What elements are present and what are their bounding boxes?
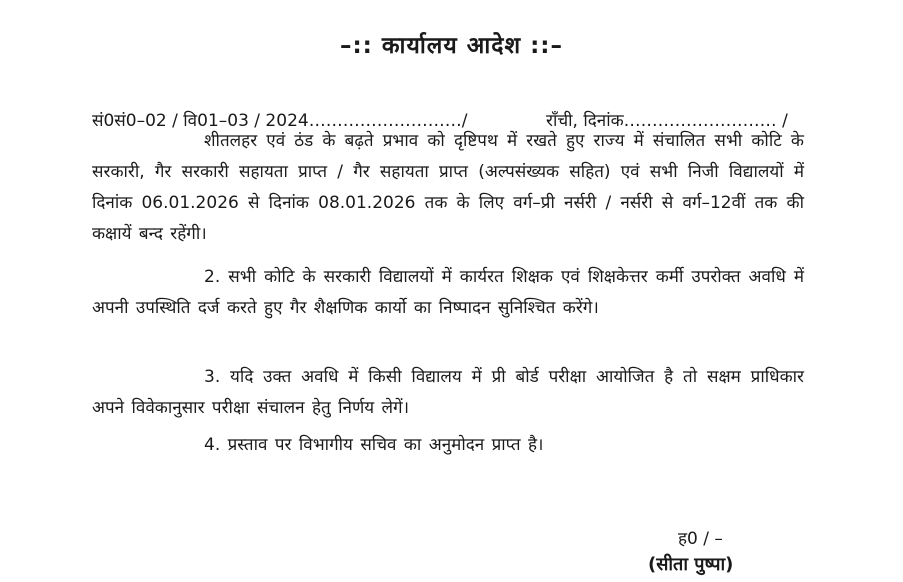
signature-mark: ह0 / – <box>678 529 723 549</box>
paragraph-3: 3. यदि उक्त अवधि में किसी विद्यालय में प्री बोर्ड परीक्षा आयोजित है तो सक्षम प्राधिकार अपने विवेकानुसार परीक्षा संचालन हेतु निर्णय लेगें। <box>92 367 804 418</box>
reference-number: सं0सं0–02 / वि01–03 / 2024………………………/ <box>92 111 468 131</box>
paragraph-2: 2. सभी कोटि के सरकारी विद्यालयों में कार्यरत शिक्षक एवं शिक्षकेत्तर कर्मी उपरोक्त अवधि में अपनी उपस्थिति दर्ज करते हुए गैर शैक्षणिक कार्यो का निष्पादन सुनिश्चित करेंगे। <box>92 267 804 318</box>
paragraph-1: शीतलहर एवं ठंड के बढ़ते प्रभाव को दृष्टिपथ में रखते हुए राज्य में संचालित सभी कोटि के सरकारी, गैर सरकारी सहायता प्राप्त / गैर सहायता प्राप्त (अल्पसंख्यक सहित) एवं सभी निजी विद्यालयों में दिनांक 06.01.2026 से दिनांक 08.01.2026 तक के लिए वर्ग–प्री नर्सरी / नर्सरी से वर्ग–12वीं तक की कक्षायें बन्द रहेंगी। <box>92 131 804 244</box>
paragraph-4: 4. प्रस्ताव पर विभागीय सचिव का अनुमोदन प्राप्त है। <box>204 435 544 455</box>
place-date-line: राँची, दिनांक……………………… / <box>546 111 788 131</box>
office-order-title: –:: कार्यालय आदेश ::– <box>339 33 564 59</box>
signatory-name: (सीता पुष्पा) <box>648 554 734 575</box>
